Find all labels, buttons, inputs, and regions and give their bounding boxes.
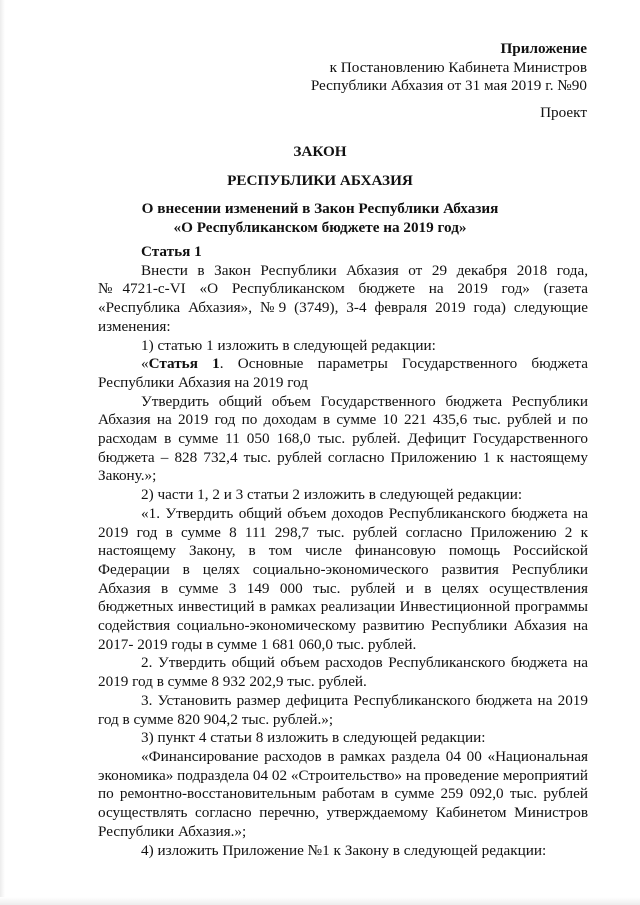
quoted-article-title: . Основные параметры Государственного бюджета Республики Абхазия на 2019 год (98, 355, 588, 391)
amendment-item: 3) пункт 4 статьи 8 изложить в следующей редакции: (141, 729, 486, 747)
appendix-reference-line: к Постановлению Кабинета Министров (329, 58, 587, 76)
amendment-paragraph: 3. Установить размер дефицита Республиканского бюджета на 2019 год в сумме 820 904,2 тыс. рублей.»; (98, 691, 588, 728)
amendment-item: 1) статью 1 изложить в следующей редакции: (141, 336, 436, 354)
quoted-article-label: Статья 1 (148, 355, 220, 373)
scan-edge-shadow (0, 0, 5, 905)
law-title: ЗАКОН (293, 143, 347, 160)
draft-label: Проект (540, 104, 587, 121)
amendment-quote (98, 355, 588, 392)
subtitle-line: «О Республиканском бюджете на 2019 год» (173, 218, 467, 236)
quote-mark: « (141, 355, 149, 373)
amendment-item: 4) изложить Приложение №1 к Закону в следующей редакции: (141, 841, 547, 859)
amendment-paragraph: Утвердить общий объем Государственного бюджета Республики Абхазия на 2019 год по доходам в сумме 10 221 435,6 тыс. рублей и по расходам в сумме 11 050 168,0 тыс. рублей. Дефицит Государственного бюджета – 828 732,4 тыс. рублей согласно Приложению 1 к настоящему Закону.»; (98, 392, 588, 485)
amendment-paragraph: «Финансирование расходов в рамках раздела 04 00 «Национальная экономика» подраздела 04 02 «Строительство» на проведение мероприятий по ремонтно-восстановительным работам в сумме 259 092,0 тыс. рублей осуществлять согласно перечню, утверждаемому Кабинетом Министров Республики Абхазия.»; (98, 747, 588, 840)
law-subtitle (0, 200, 640, 237)
appendix-header (311, 40, 587, 96)
law-issuer: РЕСПУБЛИКИ АБХАЗИЯ (227, 172, 413, 189)
article-heading: Статья 1 (141, 243, 202, 260)
amendment-item: 2) части 1, 2 и 3 статьи 2 изложить в следующей редакции: (141, 486, 523, 504)
subtitle-line: О внесении изменений в Закон Республики Абхазия (141, 200, 499, 217)
appendix-label: Приложение (500, 40, 587, 57)
appendix-reference-line: Республики Абхазия от 31 мая 2019 г. №90 (310, 77, 587, 94)
law-body (98, 243, 588, 860)
scan-edge-shadow-bottom (0, 897, 640, 905)
article-intro: Внести в Закон Республики Абхазия от 29 декабря 2018 года, №4721-с-VI «О Республиканском бюджете на 2019 год» (газета «Республика Абхазия», №9 (3749), 3-4 февраля 2019 года) следующие изменения: (98, 261, 588, 335)
amendment-paragraph: «1. Утвердить общий объем доходов Республиканского бюджета на 2019 год в сумме 8 111 298,7 тыс. рублей согласно Приложению 2 к настоящему Закону, в том числе финансовую помощь Российской Федерации в целях социально-экономического развития Республики Абхазия в сумме 3 149 000 тыс. рублей и в целях осуществления бюджетных инвестиций в рамках реализации Инвестиционной программы содействия социально-экономическому развитию Республики Абхазия на 2017- 2019 годы в сумме 1 681 060,0 тыс. рублей. (98, 504, 588, 653)
amendment-paragraph: 2. Утвердить общий объем расходов Республиканского бюджета на 2019 год в сумме 8 932 202,9 тыс. рублей. (98, 654, 588, 691)
